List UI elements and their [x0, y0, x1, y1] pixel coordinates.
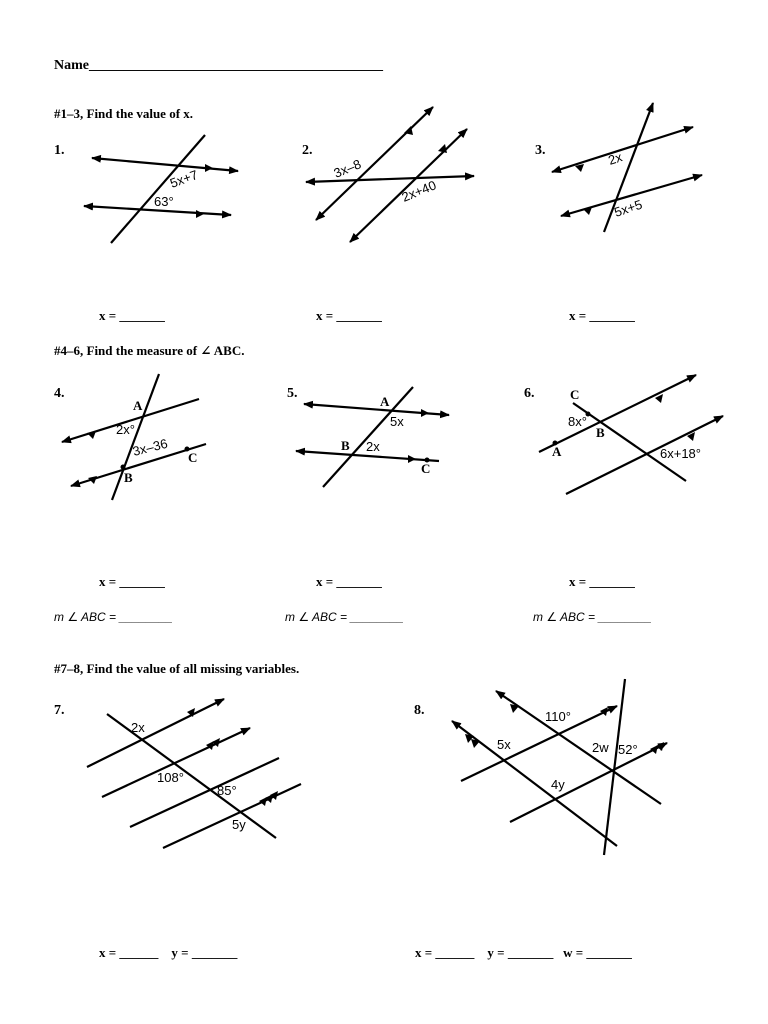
problem-2-answer: x = _______ — [316, 308, 382, 323]
diagram-problem-1 — [84, 135, 238, 243]
diagram-problem-2 — [306, 107, 474, 242]
problem-6-angle-answer: m ∠ ABC = ________ — [533, 610, 652, 624]
transversal — [306, 176, 474, 182]
problem-7-number: 7. — [54, 703, 65, 718]
problem-2-number: 2. — [302, 143, 313, 158]
name-label: Name — [54, 58, 89, 73]
angle-label: 5x+7 — [167, 166, 200, 191]
diagram-problem-3 — [552, 103, 702, 232]
diagram-problem-5 — [296, 387, 449, 487]
diagram-problem-6 — [539, 375, 723, 494]
diagram-problem-7 — [87, 699, 301, 848]
problem-4-number: 4. — [54, 386, 65, 401]
angle-label: 110° — [545, 709, 571, 724]
transversal — [112, 374, 159, 500]
angle-label: 3x–36 — [131, 435, 170, 459]
problem-1-number: 1. — [54, 143, 65, 158]
angle-label: 3x–8 — [331, 156, 364, 181]
angle-label: 2x° — [116, 422, 135, 437]
problem-6-number: 6. — [524, 386, 535, 401]
angle-label: 52° — [618, 742, 638, 757]
transversal — [323, 387, 413, 487]
parallel-mark-icon — [408, 455, 416, 463]
angle-label: 5y — [232, 817, 246, 832]
problem-5-number: 5. — [287, 386, 298, 401]
problem-7-answer: x = ______ y = _______ — [99, 945, 238, 960]
problem-5-answer: x = _______ — [316, 574, 382, 589]
angle-label: 2x — [366, 439, 380, 454]
parallel-mark-icon — [421, 409, 429, 417]
angle-label: 2x — [606, 149, 624, 168]
parallel-mark-icon — [87, 431, 96, 439]
parallel-mark-icon — [205, 164, 213, 172]
section1-heading: #1–3, Find the value of x. — [54, 106, 194, 121]
parallel-mark-icon — [196, 210, 204, 218]
point-label: C — [421, 461, 431, 476]
problem-6-answer: x = _______ — [569, 574, 635, 589]
angle-label: 6x+18° — [660, 446, 701, 461]
parallel-line-3 — [130, 758, 279, 827]
diagram-problem-8 — [452, 679, 667, 855]
angle-label: 2x — [131, 720, 145, 735]
point-label: C — [570, 387, 580, 402]
angle-label: 2x+40 — [399, 177, 439, 205]
point-label: A — [552, 444, 562, 459]
point-label: A — [133, 398, 143, 413]
problem-3-answer: x = _______ — [569, 308, 635, 323]
angle-label: 5x — [390, 414, 404, 429]
angle-label: 108° — [157, 770, 184, 785]
parallel-line-top — [92, 158, 238, 171]
parallel-mark-icon — [438, 144, 447, 153]
angle-label: 8x° — [568, 414, 587, 429]
point-label: B — [596, 425, 605, 440]
diagram-problem-4 — [62, 374, 206, 500]
parallel-line-1 — [87, 699, 224, 767]
problem-1-answer: x = _______ — [99, 308, 165, 323]
parallel-line-left — [316, 107, 433, 220]
transversal — [111, 135, 205, 243]
problem-4-answer: x = _______ — [99, 574, 165, 589]
problem-5-angle-answer: m ∠ ABC = ________ — [285, 610, 404, 624]
section2-heading: #4–6, Find the measure of ∠ ABC. — [54, 343, 245, 358]
parallel-line-top — [552, 127, 693, 172]
point-label: B — [124, 470, 133, 485]
angle-label: 2w — [592, 740, 609, 755]
name-blank: __________________________________________ — [89, 58, 383, 73]
point-label: B — [341, 438, 350, 453]
angle-label: 5x+5 — [612, 196, 645, 220]
section3-heading: #7–8, Find the value of all missing variables. — [54, 661, 300, 676]
angle-label: 63° — [154, 194, 174, 209]
parallel-line-right — [350, 129, 467, 242]
problem-8-number: 8. — [414, 703, 425, 718]
problem-8-answer: x = ______ y = _______ w = _______ — [415, 945, 632, 960]
problem-4-angle-answer: m ∠ ABC = ________ — [54, 610, 173, 624]
angle-label: 4y — [551, 777, 565, 792]
point-b-dot — [121, 465, 126, 470]
problem-3-number: 3. — [535, 143, 546, 158]
point-label: C — [188, 450, 198, 465]
angle-label: 85° — [217, 783, 237, 798]
angle-label: 5x — [497, 737, 511, 752]
parallel-mark-icon — [656, 742, 664, 751]
point-label: A — [380, 394, 390, 409]
